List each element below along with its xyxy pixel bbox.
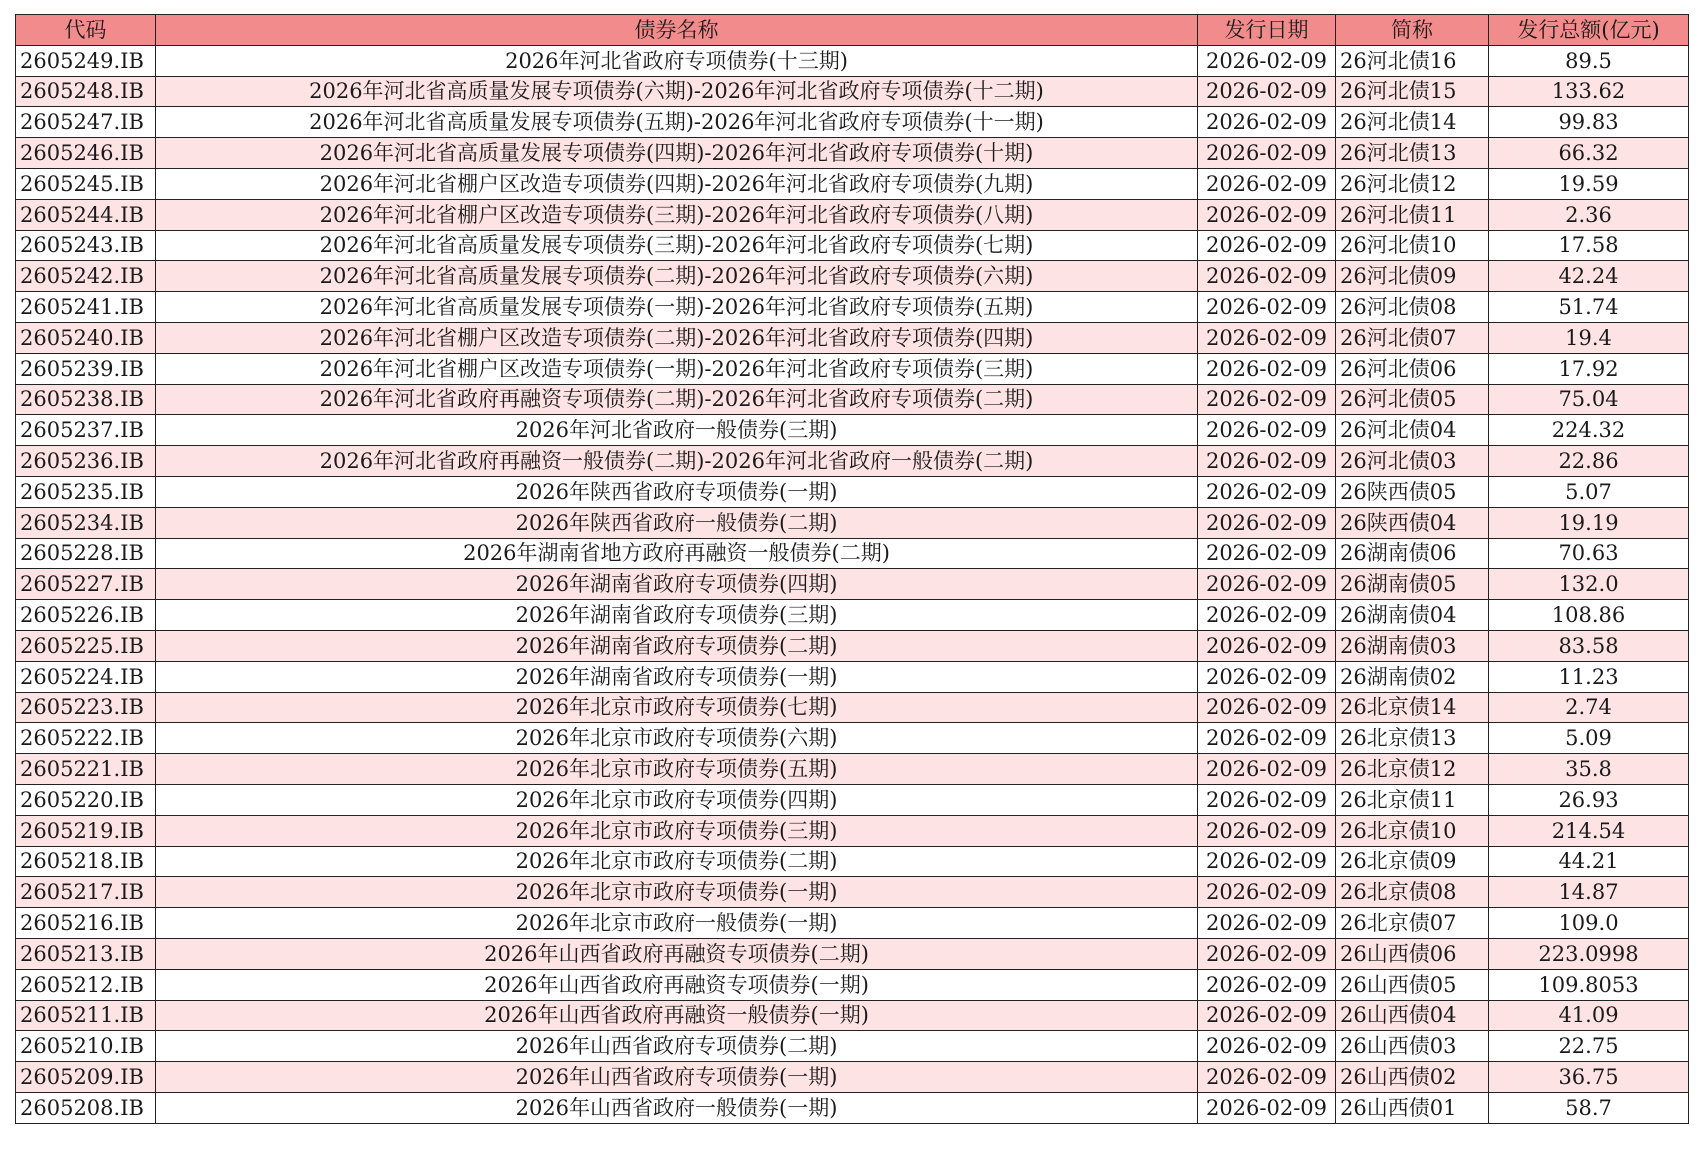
- cell-bond-name: 2026年北京市政府专项债券(六期): [156, 723, 1198, 754]
- cell-abbreviation: 26湖南债06: [1336, 538, 1489, 569]
- table-row: [16, 476, 1689, 507]
- header-issue-amount: 发行总额(亿元): [1489, 15, 1689, 46]
- cell-bond-name: 2026年湖南省政府专项债券(三期): [156, 600, 1198, 631]
- cell-issue-date: 2026-02-09: [1198, 107, 1336, 138]
- cell-abbreviation: 26河北债07: [1336, 322, 1489, 353]
- cell-abbreviation: 26北京债13: [1336, 723, 1489, 754]
- cell-bond-name: 2026年河北省政府再融资一般债券(二期)-2026年河北省政府一般债券(二期): [156, 446, 1198, 477]
- cell-code: 2605244.IB: [16, 199, 156, 230]
- cell-issue-date: 2026-02-09: [1198, 168, 1336, 199]
- cell-bond-name: 2026年北京市政府专项债券(二期): [156, 846, 1198, 877]
- cell-abbreviation: 26山西债01: [1336, 1092, 1489, 1123]
- cell-abbreviation: 26河北债14: [1336, 107, 1489, 138]
- cell-issue-amount: 133.62: [1489, 76, 1689, 107]
- cell-code: 2605208.IB: [16, 1092, 156, 1123]
- cell-issue-date: 2026-02-09: [1198, 384, 1336, 415]
- cell-code: 2605234.IB: [16, 507, 156, 538]
- table-row: [16, 384, 1689, 415]
- cell-issue-amount: 19.19: [1489, 507, 1689, 538]
- cell-issue-date: 2026-02-09: [1198, 261, 1336, 292]
- table-row: [16, 938, 1689, 969]
- cell-issue-amount: 108.86: [1489, 600, 1689, 631]
- table-row: [16, 661, 1689, 692]
- cell-code: 2605211.IB: [16, 1000, 156, 1031]
- cell-code: 2605247.IB: [16, 107, 156, 138]
- cell-abbreviation: 26河北债12: [1336, 168, 1489, 199]
- table-row: [16, 815, 1689, 846]
- cell-bond-name: 2026年山西省政府再融资一般债券(一期): [156, 1000, 1198, 1031]
- header-bond-name: 债券名称: [156, 15, 1198, 46]
- cell-bond-name: 2026年北京市政府专项债券(一期): [156, 877, 1198, 908]
- cell-bond-name: 2026年河北省棚户区改造专项债券(三期)-2026年河北省政府专项债券(八期): [156, 199, 1198, 230]
- cell-abbreviation: 26湖南债04: [1336, 600, 1489, 631]
- cell-issue-amount: 17.58: [1489, 230, 1689, 261]
- cell-issue-amount: 223.0998: [1489, 938, 1689, 969]
- cell-issue-amount: 22.86: [1489, 446, 1689, 477]
- table-row: [16, 569, 1689, 600]
- cell-issue-date: 2026-02-09: [1198, 507, 1336, 538]
- cell-abbreviation: 26北京债12: [1336, 754, 1489, 785]
- table-row: [16, 877, 1689, 908]
- table-row: [16, 1092, 1689, 1123]
- table-row: [16, 138, 1689, 169]
- cell-issue-date: 2026-02-09: [1198, 969, 1336, 1000]
- cell-issue-amount: 214.54: [1489, 815, 1689, 846]
- cell-abbreviation: 26北京债14: [1336, 692, 1489, 723]
- cell-bond-name: 2026年山西省政府再融资专项债券(二期): [156, 938, 1198, 969]
- cell-issue-amount: 2.36: [1489, 199, 1689, 230]
- cell-code: 2605225.IB: [16, 630, 156, 661]
- cell-issue-date: 2026-02-09: [1198, 846, 1336, 877]
- cell-issue-amount: 70.63: [1489, 538, 1689, 569]
- cell-code: 2605220.IB: [16, 784, 156, 815]
- cell-bond-name: 2026年湖南省政府专项债券(一期): [156, 661, 1198, 692]
- cell-bond-name: 2026年河北省高质量发展专项债券(一期)-2026年河北省政府专项债券(五期): [156, 292, 1198, 323]
- cell-issue-amount: 42.24: [1489, 261, 1689, 292]
- cell-abbreviation: 26山西债04: [1336, 1000, 1489, 1031]
- cell-code: 2605237.IB: [16, 415, 156, 446]
- cell-issue-amount: 5.09: [1489, 723, 1689, 754]
- cell-issue-amount: 19.59: [1489, 168, 1689, 199]
- cell-issue-date: 2026-02-09: [1198, 784, 1336, 815]
- cell-issue-amount: 51.74: [1489, 292, 1689, 323]
- cell-issue-amount: 17.92: [1489, 353, 1689, 384]
- cell-abbreviation: 26山西债05: [1336, 969, 1489, 1000]
- cell-abbreviation: 26河北债10: [1336, 230, 1489, 261]
- cell-code: 2605209.IB: [16, 1062, 156, 1093]
- cell-abbreviation: 26陕西债05: [1336, 476, 1489, 507]
- table-row: [16, 446, 1689, 477]
- cell-bond-name: 2026年山西省政府专项债券(二期): [156, 1031, 1198, 1062]
- cell-code: 2605221.IB: [16, 754, 156, 785]
- cell-code: 2605235.IB: [16, 476, 156, 507]
- cell-issue-date: 2026-02-09: [1198, 322, 1336, 353]
- cell-bond-name: 2026年山西省政府一般债券(一期): [156, 1092, 1198, 1123]
- cell-issue-date: 2026-02-09: [1198, 600, 1336, 631]
- cell-bond-name: 2026年北京市政府专项债券(七期): [156, 692, 1198, 723]
- cell-issue-date: 2026-02-09: [1198, 723, 1336, 754]
- header-issue-date: 发行日期: [1198, 15, 1336, 46]
- cell-abbreviation: 26湖南债02: [1336, 661, 1489, 692]
- cell-code: 2605212.IB: [16, 969, 156, 1000]
- cell-issue-amount: 132.0: [1489, 569, 1689, 600]
- table-row: [16, 1000, 1689, 1031]
- cell-bond-name: 2026年河北省高质量发展专项债券(二期)-2026年河北省政府专项债券(六期): [156, 261, 1198, 292]
- cell-code: 2605243.IB: [16, 230, 156, 261]
- cell-abbreviation: 26陕西债04: [1336, 507, 1489, 538]
- cell-code: 2605249.IB: [16, 45, 156, 76]
- cell-bond-name: 2026年河北省高质量发展专项债券(六期)-2026年河北省政府专项债券(十二期): [156, 76, 1198, 107]
- cell-bond-name: 2026年湖南省政府专项债券(四期): [156, 569, 1198, 600]
- table-row: [16, 692, 1689, 723]
- cell-issue-date: 2026-02-09: [1198, 1000, 1336, 1031]
- cell-bond-name: 2026年北京市政府专项债券(三期): [156, 815, 1198, 846]
- cell-bond-name: 2026年湖南省地方政府再融资一般债券(二期): [156, 538, 1198, 569]
- cell-issue-amount: 66.32: [1489, 138, 1689, 169]
- table-row: [16, 754, 1689, 785]
- cell-bond-name: 2026年山西省政府专项债券(一期): [156, 1062, 1198, 1093]
- table-row: [16, 969, 1689, 1000]
- cell-code: 2605217.IB: [16, 877, 156, 908]
- cell-abbreviation: 26北京债11: [1336, 784, 1489, 815]
- cell-abbreviation: 26河北债09: [1336, 261, 1489, 292]
- cell-abbreviation: 26北京债07: [1336, 908, 1489, 939]
- table-row: [16, 723, 1689, 754]
- cell-abbreviation: 26河北债08: [1336, 292, 1489, 323]
- cell-abbreviation: 26山西债06: [1336, 938, 1489, 969]
- cell-issue-amount: 58.7: [1489, 1092, 1689, 1123]
- cell-abbreviation: 26湖南债03: [1336, 630, 1489, 661]
- table-header: [16, 15, 1689, 46]
- table-row: [16, 107, 1689, 138]
- cell-abbreviation: 26河北债05: [1336, 384, 1489, 415]
- cell-issue-amount: 109.0: [1489, 908, 1689, 939]
- cell-code: 2605236.IB: [16, 446, 156, 477]
- cell-issue-date: 2026-02-09: [1198, 138, 1336, 169]
- cell-abbreviation: 26湖南债05: [1336, 569, 1489, 600]
- cell-issue-date: 2026-02-09: [1198, 292, 1336, 323]
- header-code: 代码: [16, 15, 156, 46]
- table-row: [16, 292, 1689, 323]
- cell-code: 2605210.IB: [16, 1031, 156, 1062]
- cell-bond-name: 2026年北京市政府专项债券(五期): [156, 754, 1198, 785]
- cell-abbreviation: 26河北债13: [1336, 138, 1489, 169]
- cell-code: 2605245.IB: [16, 168, 156, 199]
- table-row: [16, 199, 1689, 230]
- cell-code: 2605223.IB: [16, 692, 156, 723]
- cell-bond-name: 2026年河北省棚户区改造专项债券(二期)-2026年河北省政府专项债券(四期): [156, 322, 1198, 353]
- cell-issue-date: 2026-02-09: [1198, 230, 1336, 261]
- cell-bond-name: 2026年河北省高质量发展专项债券(三期)-2026年河北省政府专项债券(七期): [156, 230, 1198, 261]
- cell-abbreviation: 26河北债15: [1336, 76, 1489, 107]
- cell-bond-name: 2026年河北省政府专项债券(十三期): [156, 45, 1198, 76]
- cell-issue-amount: 36.75: [1489, 1062, 1689, 1093]
- cell-issue-date: 2026-02-09: [1198, 877, 1336, 908]
- cell-issue-amount: 2.74: [1489, 692, 1689, 723]
- table-row: [16, 1062, 1689, 1093]
- cell-issue-date: 2026-02-09: [1198, 661, 1336, 692]
- cell-issue-date: 2026-02-09: [1198, 692, 1336, 723]
- cell-code: 2605226.IB: [16, 600, 156, 631]
- cell-issue-amount: 41.09: [1489, 1000, 1689, 1031]
- cell-code: 2605239.IB: [16, 353, 156, 384]
- cell-issue-date: 2026-02-09: [1198, 569, 1336, 600]
- cell-issue-date: 2026-02-09: [1198, 353, 1336, 384]
- cell-code: 2605228.IB: [16, 538, 156, 569]
- cell-issue-amount: 19.4: [1489, 322, 1689, 353]
- bond-issuance-table: [15, 14, 1689, 1124]
- cell-code: 2605213.IB: [16, 938, 156, 969]
- header-abbreviation: 简称: [1336, 15, 1489, 46]
- table-row: [16, 784, 1689, 815]
- cell-code: 2605242.IB: [16, 261, 156, 292]
- cell-bond-name: 2026年河北省高质量发展专项债券(五期)-2026年河北省政府专项债券(十一期): [156, 107, 1198, 138]
- cell-issue-date: 2026-02-09: [1198, 199, 1336, 230]
- cell-bond-name: 2026年陕西省政府专项债券(一期): [156, 476, 1198, 507]
- table-row: [16, 507, 1689, 538]
- cell-issue-amount: 99.83: [1489, 107, 1689, 138]
- cell-issue-date: 2026-02-09: [1198, 938, 1336, 969]
- table-row: [16, 908, 1689, 939]
- cell-issue-amount: 35.8: [1489, 754, 1689, 785]
- cell-issue-amount: 224.32: [1489, 415, 1689, 446]
- table-row: [16, 76, 1689, 107]
- cell-code: 2605240.IB: [16, 322, 156, 353]
- cell-bond-name: 2026年北京市政府一般债券(一期): [156, 908, 1198, 939]
- cell-issue-amount: 44.21: [1489, 846, 1689, 877]
- cell-code: 2605238.IB: [16, 384, 156, 415]
- table-body: [16, 45, 1689, 1123]
- table-row: [16, 261, 1689, 292]
- cell-issue-date: 2026-02-09: [1198, 1031, 1336, 1062]
- cell-abbreviation: 26河北债11: [1336, 199, 1489, 230]
- cell-issue-date: 2026-02-09: [1198, 754, 1336, 785]
- cell-issue-amount: 14.87: [1489, 877, 1689, 908]
- cell-code: 2605246.IB: [16, 138, 156, 169]
- cell-issue-date: 2026-02-09: [1198, 45, 1336, 76]
- cell-code: 2605248.IB: [16, 76, 156, 107]
- header-row: [16, 15, 1689, 46]
- cell-issue-date: 2026-02-09: [1198, 815, 1336, 846]
- cell-bond-name: 2026年河北省政府再融资专项债券(二期)-2026年河北省政府专项债券(二期): [156, 384, 1198, 415]
- table-row: [16, 600, 1689, 631]
- table-row: [16, 415, 1689, 446]
- cell-abbreviation: 26山西债03: [1336, 1031, 1489, 1062]
- cell-bond-name: 2026年湖南省政府专项债券(二期): [156, 630, 1198, 661]
- cell-code: 2605227.IB: [16, 569, 156, 600]
- cell-issue-amount: 5.07: [1489, 476, 1689, 507]
- cell-abbreviation: 26河北债16: [1336, 45, 1489, 76]
- cell-issue-date: 2026-02-09: [1198, 630, 1336, 661]
- cell-issue-date: 2026-02-09: [1198, 1062, 1336, 1093]
- cell-abbreviation: 26北京债09: [1336, 846, 1489, 877]
- cell-code: 2605216.IB: [16, 908, 156, 939]
- cell-issue-amount: 109.8053: [1489, 969, 1689, 1000]
- cell-code: 2605218.IB: [16, 846, 156, 877]
- cell-issue-date: 2026-02-09: [1198, 476, 1336, 507]
- table-row: [16, 846, 1689, 877]
- cell-bond-name: 2026年北京市政府专项债券(四期): [156, 784, 1198, 815]
- cell-issue-amount: 83.58: [1489, 630, 1689, 661]
- cell-code: 2605241.IB: [16, 292, 156, 323]
- cell-abbreviation: 26北京债08: [1336, 877, 1489, 908]
- cell-bond-name: 2026年山西省政府再融资专项债券(一期): [156, 969, 1198, 1000]
- cell-issue-date: 2026-02-09: [1198, 76, 1336, 107]
- cell-code: 2605222.IB: [16, 723, 156, 754]
- cell-issue-amount: 22.75: [1489, 1031, 1689, 1062]
- cell-bond-name: 2026年河北省政府一般债券(三期): [156, 415, 1198, 446]
- table-row: [16, 168, 1689, 199]
- cell-issue-date: 2026-02-09: [1198, 538, 1336, 569]
- cell-abbreviation: 26山西债02: [1336, 1062, 1489, 1093]
- cell-abbreviation: 26河北债04: [1336, 415, 1489, 446]
- table-row: [16, 230, 1689, 261]
- cell-issue-date: 2026-02-09: [1198, 415, 1336, 446]
- cell-code: 2605219.IB: [16, 815, 156, 846]
- cell-bond-name: 2026年河北省棚户区改造专项债券(一期)-2026年河北省政府专项债券(三期): [156, 353, 1198, 384]
- table-row: [16, 538, 1689, 569]
- cell-issue-date: 2026-02-09: [1198, 1092, 1336, 1123]
- table-row: [16, 1031, 1689, 1062]
- cell-bond-name: 2026年河北省高质量发展专项债券(四期)-2026年河北省政府专项债券(十期): [156, 138, 1198, 169]
- cell-code: 2605224.IB: [16, 661, 156, 692]
- table-row: [16, 630, 1689, 661]
- cell-abbreviation: 26北京债10: [1336, 815, 1489, 846]
- cell-bond-name: 2026年陕西省政府一般债券(二期): [156, 507, 1198, 538]
- cell-issue-date: 2026-02-09: [1198, 446, 1336, 477]
- cell-issue-date: 2026-02-09: [1198, 908, 1336, 939]
- cell-issue-amount: 26.93: [1489, 784, 1689, 815]
- cell-abbreviation: 26河北债03: [1336, 446, 1489, 477]
- cell-issue-amount: 11.23: [1489, 661, 1689, 692]
- cell-abbreviation: 26河北债06: [1336, 353, 1489, 384]
- table-row: [16, 353, 1689, 384]
- cell-issue-amount: 89.5: [1489, 45, 1689, 76]
- cell-bond-name: 2026年河北省棚户区改造专项债券(四期)-2026年河北省政府专项债券(九期): [156, 168, 1198, 199]
- table-row: [16, 322, 1689, 353]
- cell-issue-amount: 75.04: [1489, 384, 1689, 415]
- table-row: [16, 45, 1689, 76]
